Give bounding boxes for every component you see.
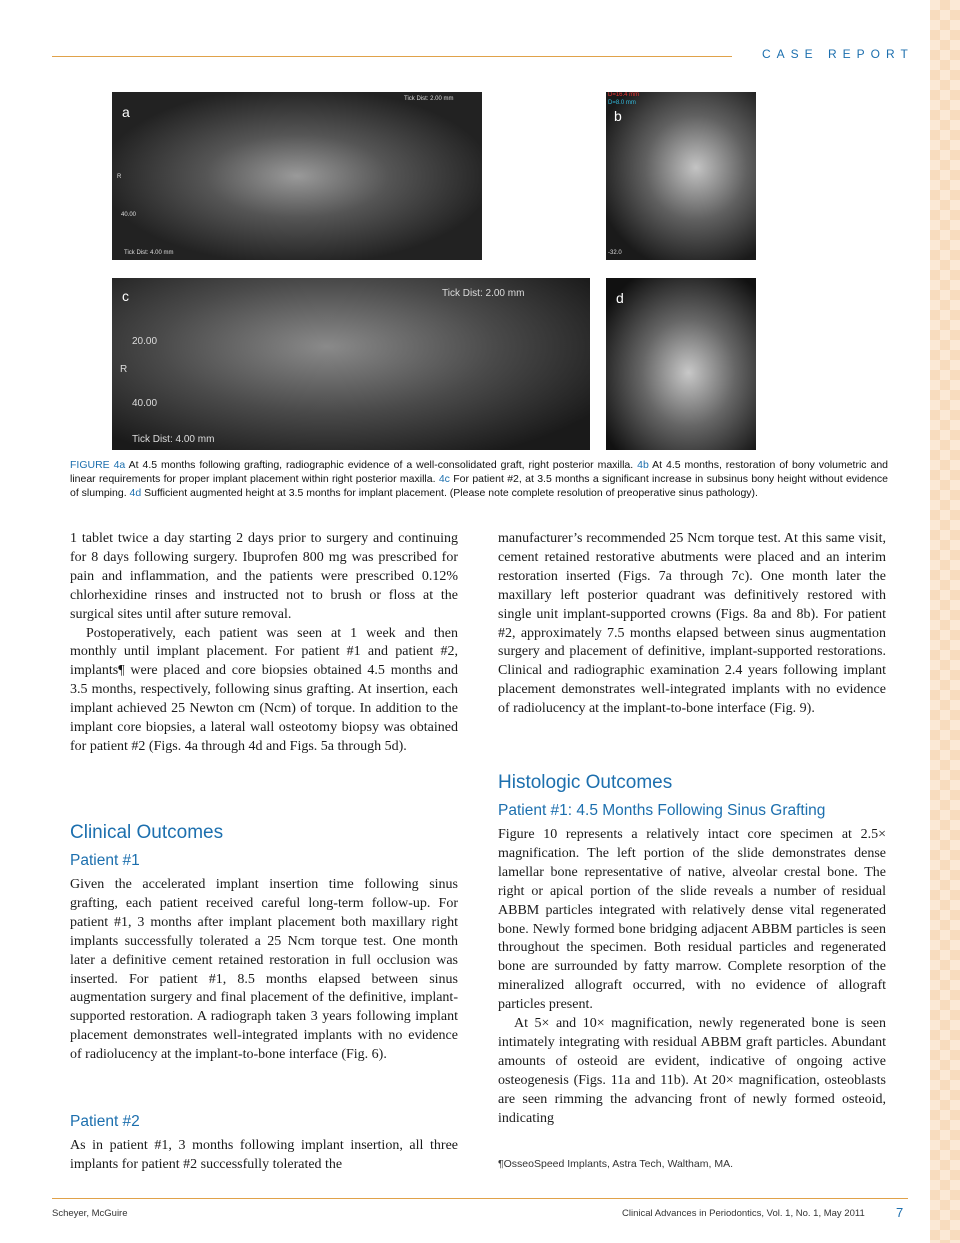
figure-panel-d xyxy=(606,278,756,450)
panel-overlay-text: Tick Dist: 4.00 mm xyxy=(132,434,215,445)
decorative-side-pattern xyxy=(930,0,960,1243)
panel-overlay-text: R xyxy=(120,364,128,375)
body-paragraph: Given the accelerated implant insertion time following sinus grafting, each patient received careful long-term follow-up. For patient #1, 3 months after implant placement both maxillary right implants successfully tolerated a 25 Ncm torque test. One month later a definitive cement retained restoration in full occlusion was inserted. For patient #1, 8.5 months elapsed between sinus augmentation surgery and final placement of the definitive, implant-supported restoration. A radiograph taken 3 years following implant placement demonstrates well-integrated implants with no evidence of radiolucency at the implant-to-bone interface (Fig. 6). xyxy=(70,877,458,1063)
caption-text: For patient #2, at 3.5 months a significant increase in subsinus bony height without evidence of slumping. xyxy=(70,473,888,499)
caption-figure-tag: FIGURE 4a xyxy=(70,459,126,471)
caption-text: Sufficient augmented height at 3.5 months for implant placement. (Please note complete resolution of preoperative sinus pathology). xyxy=(141,487,758,499)
left-column-bottom xyxy=(70,1137,458,1175)
caption-text: At 4.5 months following grafting, radiographic evidence of a well-consolidated graft, right posterior maxilla. xyxy=(125,459,638,471)
figure-panel-b xyxy=(606,92,756,260)
left-column-top xyxy=(70,530,458,757)
panel-overlay-text: Tick Dist: 2.00 mm xyxy=(442,288,525,299)
footer-rule xyxy=(52,1198,908,1199)
footnote: ¶OsseoSpeed Implants, Astra Tech, Waltham, MA. xyxy=(498,1158,733,1170)
panel-label: d xyxy=(616,290,624,306)
subheading-patient-2: Patient #2 xyxy=(70,1113,140,1130)
section-heading-clinical-outcomes: Clinical Outcomes xyxy=(70,822,224,843)
panel-overlay-text: 40.00 xyxy=(121,212,137,218)
body-paragraph: 1 tablet twice a day starting 2 days prior to surgery and continuing for 8 days following surgery. Ibuprofen 800 mg was prescribed for pain and inflammation, and the patients were prescribed 0.12% chlorhexidine rinses and instructed not to brush or floss at the surgical sites until after suture removal. xyxy=(70,531,458,622)
right-column-top xyxy=(498,530,886,719)
panel-overlay-text: 20.00 xyxy=(132,336,158,347)
footer-journal: Clinical Advances in Periodontics, Vol. 1, No. 1, May 2011 xyxy=(622,1208,865,1219)
body-paragraph: As in patient #1, 3 months following implant insertion, all three implants for patient #2 successfully tolerated the xyxy=(70,1138,458,1172)
left-column-middle xyxy=(70,876,458,1065)
panel-overlay-text: D=8.0 mm xyxy=(608,100,636,106)
page-number: 7 xyxy=(896,1205,904,1220)
body-paragraph: Postoperatively, each patient was seen at 1 week and then monthly until implant placement. For patient #1 and patient #2, implants¶ were placed and core biopsies obtained 4.5 months and 3.5 months, respectively, following sinus grafting. At insertion, each implant achieved 25 Newton cm (Ncm) of torque. In addition to the implant core biopsies, a lateral wall osteotomy biopsy was obtained for patient #2 (Figs. 4a through 4d and Figs. 5a through 5d). xyxy=(70,625,458,754)
figure-panel-a xyxy=(112,92,482,260)
subheading-patient-1: Patient #1 xyxy=(70,852,140,869)
caption-figure-tag: 4c xyxy=(438,473,450,485)
section-heading-histologic-outcomes: Histologic Outcomes xyxy=(498,772,673,793)
panel-overlay-text: R xyxy=(117,174,122,180)
subheading-patient-1-histology: Patient #1: 4.5 Months Following Sinus Grafting xyxy=(498,802,826,819)
caption-figure-tag: 4d xyxy=(129,487,142,499)
panel-overlay-text: -32.0 xyxy=(608,250,622,256)
panel-overlay-text: Tick Dist: 4.00 mm xyxy=(124,250,174,256)
panel-overlay-text: Tick Dist: 2.00 mm xyxy=(404,96,454,102)
caption-figure-tag: 4b xyxy=(637,459,649,471)
footer-authors: Scheyer, McGuire xyxy=(52,1208,128,1219)
body-paragraph: manufacturer’s recommended 25 Ncm torque test. At this same visit, cement retained restorative abutments were placed and an interim restoration inserted (Figs. 7a through 7c). One month later the maxillary left posterior quadrant was definitively restored with single unit implant-supported crowns (Figs. 8a and 8b). For patient #2, approximately 7.5 months elapsed between sinus augmentation surgery and placement of definitive, implant-supported restorations. Clinical and radiographic examination 2.4 years following implant placement demonstrates well-integrated implants with no evidence of radiolucency at the implant-to-bone interface (Fig. 9). xyxy=(498,531,886,717)
figure-panel-c xyxy=(112,278,590,450)
body-paragraph: Figure 10 represents a relatively intact core specimen at 2.5× magnification. The left portion of the slide demonstrates dense lamellar bone representative of native, alveolar crestal bone. The right or apical portion of the slide reveals a number of residual ABBM particles integrated with relatively dense vital regenerated bone. Newly formed bone bridging adjacent ABBM particles is seen throughout the specimen. Both residual particles and regenerated bone are surrounded by fatty marrow. Complete resorption of the mineralized allograft occurred, with no evidence of allograft particles present. xyxy=(498,827,886,1013)
right-column-bottom xyxy=(498,826,886,1129)
caption-text: At 4.5 months, restoration of bony volumetric and linear requirements for proper implant placement within right posterior maxilla. xyxy=(70,459,888,485)
panel-label: b xyxy=(614,108,622,124)
panel-overlay-text: D=16.4 mm xyxy=(608,92,640,98)
panel-label: c xyxy=(122,288,129,304)
panel-overlay-text: 40.00 xyxy=(132,398,158,409)
header-rule xyxy=(52,56,732,57)
section-label: CASE REPORT xyxy=(762,47,914,61)
body-paragraph: At 5× and 10× magnification, newly regenerated bone is seen intimately integrating with residual ABBM graft particles. Abundant amounts of osteoid are evident, indicative of ongoing active osteogenesis (Figs. 11a and 11b). At 20× magnification, osteoblasts are seen rimming the advancing front of newly formed osteoid, indicating xyxy=(498,1016,886,1126)
panel-label: a xyxy=(122,104,130,120)
figure-caption xyxy=(70,458,888,500)
